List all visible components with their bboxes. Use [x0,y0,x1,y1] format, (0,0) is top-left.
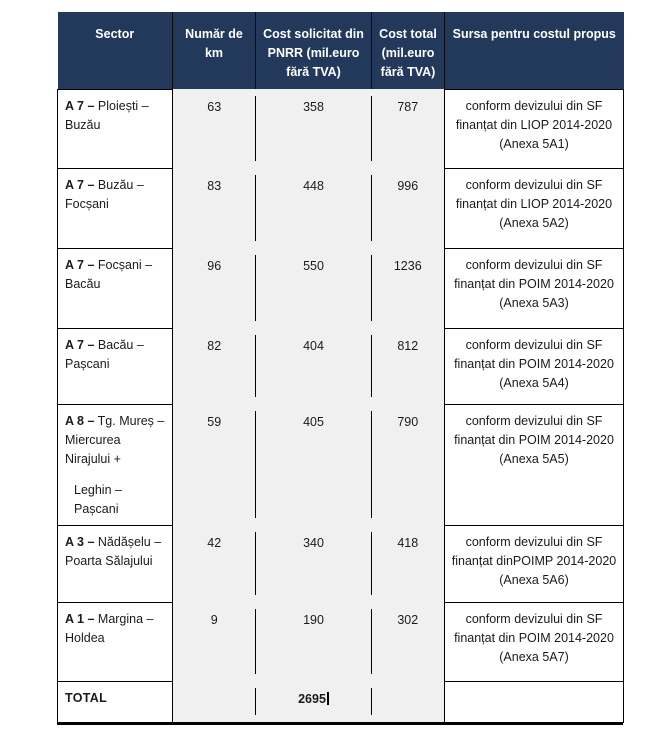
table-row [58,525,624,602]
sector-code: A 3 – [65,534,95,549]
source-cell[interactable]: conform devizului din SF finanțat dinPOIMP 2014-2020 (Anexa 5A6) [445,525,624,602]
km-cell[interactable]: 83 [173,168,256,248]
sector-code: A 7 – [65,337,95,352]
source-cell[interactable]: conform devizului din SF finanțat din POIM 2014-2020 (Anexa 5A5) [445,404,624,525]
cost-total-cell[interactable]: 302 [372,602,445,681]
total-row [58,681,624,722]
cost-total-cell[interactable]: 1236 [372,248,445,328]
table-row [58,248,624,328]
sector-name: Ploiești – Buzău [65,98,149,132]
cost-pnrr-cell[interactable]: 358 [256,89,372,168]
sector-code: A 7 – [65,98,95,113]
km-cell[interactable]: 82 [173,328,256,404]
sector-name: Focșani – Bacău [65,257,153,291]
sector-code: A 1 – [65,611,95,626]
cost-pnrr-cell[interactable]: 448 [256,168,372,248]
table-bottom-border [57,722,623,725]
sector-cell[interactable] [58,404,173,525]
col-header-km[interactable]: Număr de km [173,12,256,89]
text-cursor [327,692,329,705]
km-cell[interactable]: 42 [173,525,256,602]
cost-pnrr-cell[interactable]: 190 [256,602,372,681]
cost-table [57,12,624,723]
source-cell[interactable]: conform devizului din SF finanțat din LIOP 2014-2020 (Anexa 5A2) [445,168,624,248]
sector-cell[interactable] [58,525,173,602]
col-header-cost-total[interactable]: Cost total (mil.euro fără TVA) [372,12,445,89]
cost-total-cell[interactable]: 996 [372,168,445,248]
sector-code: A 7 – [65,257,95,272]
total-cost-pnrr-value: 2695 [298,692,326,706]
source-cell[interactable]: conform devizului din SF finanțat din POIM 2014-2020 (Anexa 5A7) [445,602,624,681]
cost-total-cell[interactable]: 790 [372,404,445,525]
cost-pnrr-cell[interactable]: 550 [256,248,372,328]
total-label-cell[interactable]: TOTAL [58,681,173,722]
sector-name-line2: Leghin – Pașcani [74,482,122,516]
table-row [58,89,624,168]
cost-total-cell[interactable]: 812 [372,328,445,404]
sector-cell[interactable] [58,602,173,681]
col-header-source[interactable]: Sursa pentru costul propus [445,12,624,89]
cost-pnrr-cell[interactable]: 404 [256,328,372,404]
sector-code: A 7 – [65,177,95,192]
sector-cell[interactable] [58,328,173,404]
sector-name: Buzău – Focșani [65,177,144,211]
cost-total-cell[interactable]: 418 [372,525,445,602]
table-row [58,404,624,525]
sector-name: Margina – Holdea [65,611,154,645]
source-cell[interactable]: conform devizului din SF finanțat din LIOP 2014-2020 (Anexa 5A1) [445,89,624,168]
total-cost-total-cell[interactable] [372,681,445,722]
total-cost-pnrr-cell[interactable] [256,681,372,722]
total-source-cell[interactable] [445,681,624,722]
col-header-cost-pnrr[interactable]: Cost solicitat din PNRR (mil.euro fără TVA) [256,12,372,89]
table-row [58,168,624,248]
sector-cell[interactable] [58,248,173,328]
cost-total-cell[interactable]: 787 [372,89,445,168]
sector-name: Nădășelu – Poarta Sălajului [65,534,162,568]
cost-pnrr-cell[interactable]: 340 [256,525,372,602]
col-header-sector[interactable]: Sector [58,12,173,89]
km-cell[interactable]: 63 [173,89,256,168]
km-cell[interactable]: 9 [173,602,256,681]
table-row [58,328,624,404]
sector-code: A 8 – [65,413,95,428]
sector-cell[interactable] [58,89,173,168]
sector-name: Tg. Mureș – Miercurea Nirajului + [65,413,165,466]
cost-pnrr-cell[interactable]: 405 [256,404,372,525]
table-row [58,602,624,681]
km-cell[interactable]: 59 [173,404,256,525]
sector-cell[interactable] [58,168,173,248]
km-cell[interactable]: 96 [173,248,256,328]
sector-name: Bacău – Pașcani [65,337,144,371]
source-cell[interactable]: conform devizului din SF finanțat din POIM 2014-2020 (Anexa 5A3) [445,248,624,328]
source-cell[interactable]: conform devizului din SF finanțat din POIM 2014-2020 (Anexa 5A4) [445,328,624,404]
total-km-cell[interactable] [173,681,256,722]
header-row [58,12,624,89]
